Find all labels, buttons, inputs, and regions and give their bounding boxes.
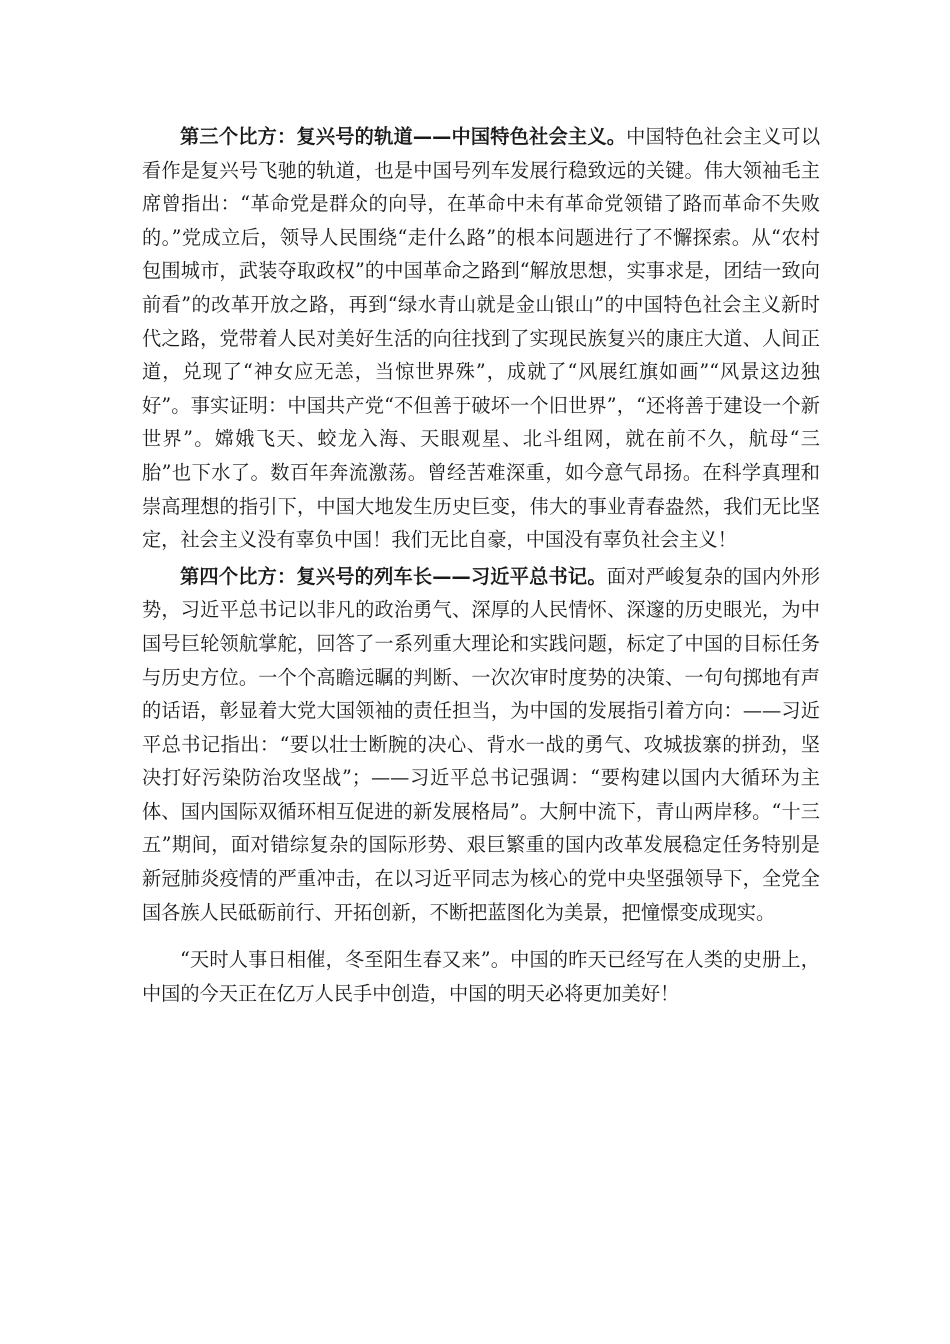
paragraph-heading: 第四个比方：复兴号的列车长——习近平总书记。: [180, 564, 607, 588]
paragraph-conclusion: [142, 943, 820, 1010]
paragraph-body: 面对严峻复杂的国内外形势，习近平总书记以非凡的政治勇气、深厚的人民情怀、深邃的历史眼光，为中国号巨轮领航掌舵，回答了一系列重大理论和实践问题，标定了中国的目标任务与历史方位。一个个高瞻远瞩的判断、一次次审时度势的决策、一句句掷地有声的话语，彰显着大党大国领袖的责任担当，为中国的发展指引着方向：——习近平总书记指出：“要以壮士断腕的决心、背水一战的勇气、攻城拔寨的拼劲，坚决打好污染防治攻坚战”；——习近平总书记强调：“要构建以国内大循环为主体、国内国际双循环相互促进的新发展格局”。大舸中流下，青山两岸移。“十三五”期间，面对错综复杂的国际形势、艰巨繁重的国内改革发展稳定任务特别是新冠肺炎疫情的严重冲击，在以习近平同志为核心的党中央坚强领导下，全党全国各族人民砥砺前行、开拓创新，不断把蓝图化为美景，把憧憬变成现实。: [142, 564, 821, 924]
paragraph-third-metaphor: [142, 120, 820, 557]
document-page: [142, 120, 820, 1010]
paragraph-heading: 第三个比方：复兴号的轨道——中国特色社会主义。: [180, 125, 627, 148]
paragraph-fourth-metaphor: [142, 560, 820, 930]
paragraph-body: 中国特色社会主义可以看作是复兴号飞驰的轨道，也是中国号列车发展行稳致远的关键。伟大领袖毛主席曾指出：“革命党是群众的向导，在革命中未有革命党领错了路而革命不失败的。”党成立后，领导人民围绕“走什么路”的根本问题进行了不懈探索。从“农村包围城市，武装夺取政权”的中国革命之路到“解放思想，实事求是，团结一致向前看”的改革开放之路，再到“绿水青山就是金山银山”的中国特色社会主义新时代之路，党带着人民对美好生活的向往找到了实现民族复兴的康庄大道、人间正道，兑现了“神女应无恙，当惊世界殊”，成就了“风展红旗如画”“风景这边独好”。事实证明：中国共产党“不但善于破坏一个旧世界”，“还将善于建设一个新世界”。嫦娥飞天、蛟龙入海、天眼观星、北斗组网，就在前不久，航母“三胎”也下水了。数百年奔流激荡。曾经苦难深重，如今意气昂扬。在科学真理和崇高理想的指引下，中国大地发生历史巨变，伟大的事业青春盎然，我们无比坚定，社会主义没有辜负中国！我们无比自豪，中国没有辜负社会主义！: [142, 125, 821, 552]
paragraph-body: “天时人事日相催，冬至阳生春又来”。中国的昨天已经写在人类的史册上，中国的今天正在亿万人民手中创造，中国的明天必将更加美好！: [142, 948, 820, 1005]
